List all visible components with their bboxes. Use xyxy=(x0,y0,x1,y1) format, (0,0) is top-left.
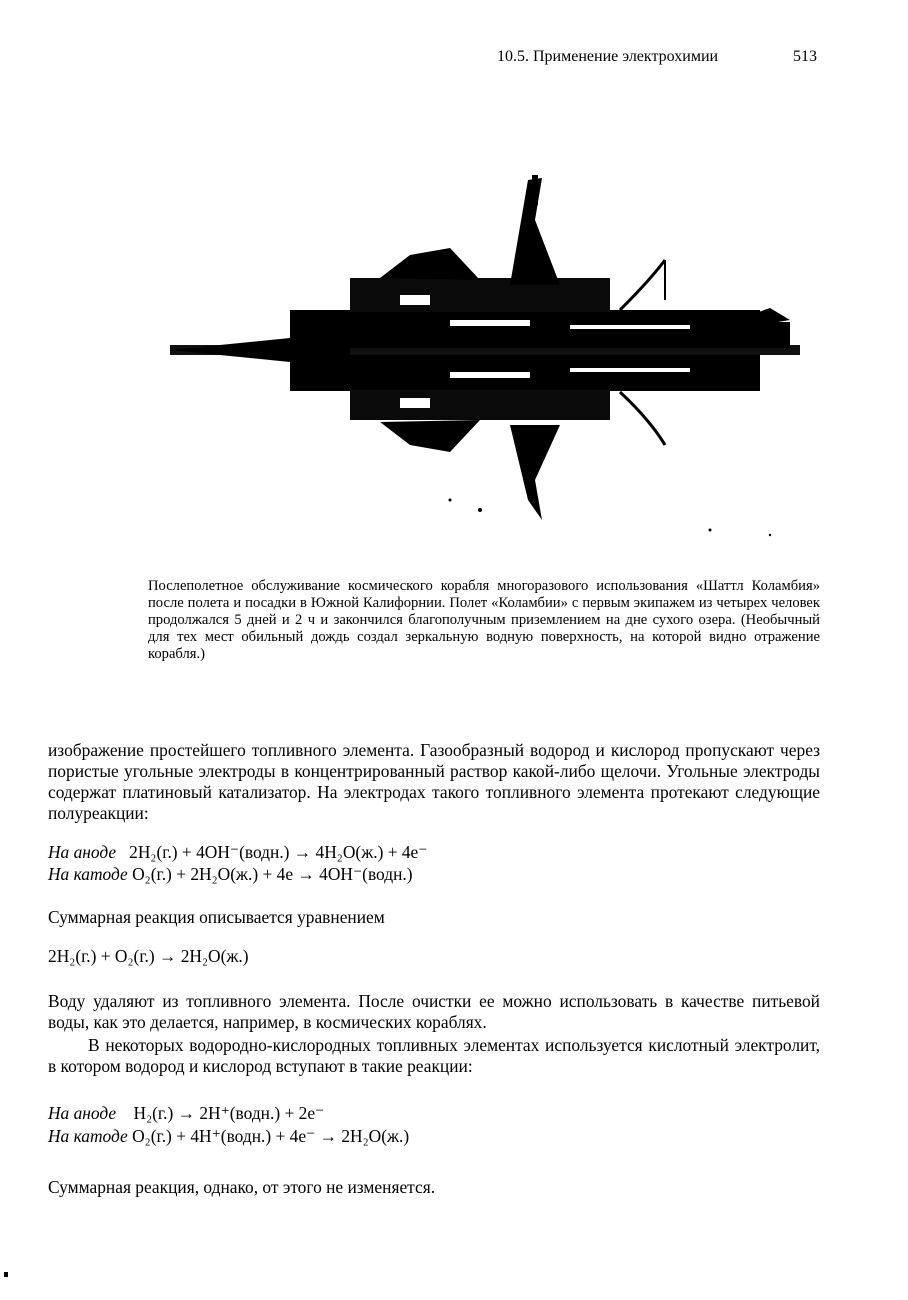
page-number: 513 xyxy=(793,48,817,65)
equation-text: O₂(г.) + 2H₂O(ж.) + 4e → 4OH⁻(водн.) xyxy=(132,864,413,884)
scan-speck xyxy=(4,1272,8,1277)
equation-text: O₂(г.) + 4H⁺(водн.) + 4e⁻ → 2H₂O(ж.) xyxy=(132,1126,410,1146)
equation-text: H₂(г.) → 2H⁺(водн.) + 2e⁻ xyxy=(133,1103,325,1123)
space-shuttle-reflection-icon xyxy=(150,160,810,560)
shuttle-photo xyxy=(150,160,810,560)
equation-label: На катоде xyxy=(48,864,128,884)
page-header xyxy=(497,48,817,66)
equation-alkaline-cathode xyxy=(48,864,413,885)
equation-text: 2H₂(г.) + 4OH⁻(водн.) → 4H₂O(ж.) + 4e⁻ xyxy=(129,842,428,862)
equation-label: На катоде xyxy=(48,1126,128,1146)
equation-alkaline-anode xyxy=(48,842,427,863)
equation-acid-cathode xyxy=(48,1126,409,1147)
paragraph-overall-intro: Суммарная реакция описывается уравнением xyxy=(48,907,385,927)
running-title: 10.5. Применение электрохимии xyxy=(497,48,719,65)
equation-label: На аноде xyxy=(48,1103,117,1123)
equation-acid-anode xyxy=(48,1103,324,1124)
paragraph-fuel-cell-intro: изображение простейшего топливного элемента. Газообразный водород и кислород пропускают через пористые угольные электроды в концентрированный раствор какой-либо щелочи. Угольные электроды содержат платиновый катализатор. На электродах такого топливного элемента протекают следующие полуреакции: xyxy=(48,740,820,823)
equation-overall: 2H₂(г.) + O₂(г.) → 2H₂O(ж.) xyxy=(48,946,249,966)
figure-caption: Послеполетное обслуживание космического корабля многоразового использования «Шаттл Коламбия» после полета и посадки в Южной Калифорнии. Полет «Коламбии» с первым экипажем из четырех человек продолжался 5 дней и 2 ч и закончился благополучным приземлением на дне сухого озера. (Необычный для тех мест обильный дождь создал зеркальную водную поверхность, на которой видно отражение корабля.) xyxy=(148,578,820,662)
paragraph-water: Воду удаляют из топливного элемента. После очистки ее можно использовать в качестве питьевой воды, как это делается, например, в космических кораблях. xyxy=(48,991,820,1032)
equation-label: На аноде xyxy=(48,842,117,862)
paragraph-acid-electrolyte: В некоторых водородно-кислородных топливных элементах используется кислотный электролит, в котором водород и кислород вступают в такие реакции: xyxy=(48,1035,820,1076)
paragraph-final: Суммарная реакция, однако, от этого не изменяется. xyxy=(48,1177,436,1197)
